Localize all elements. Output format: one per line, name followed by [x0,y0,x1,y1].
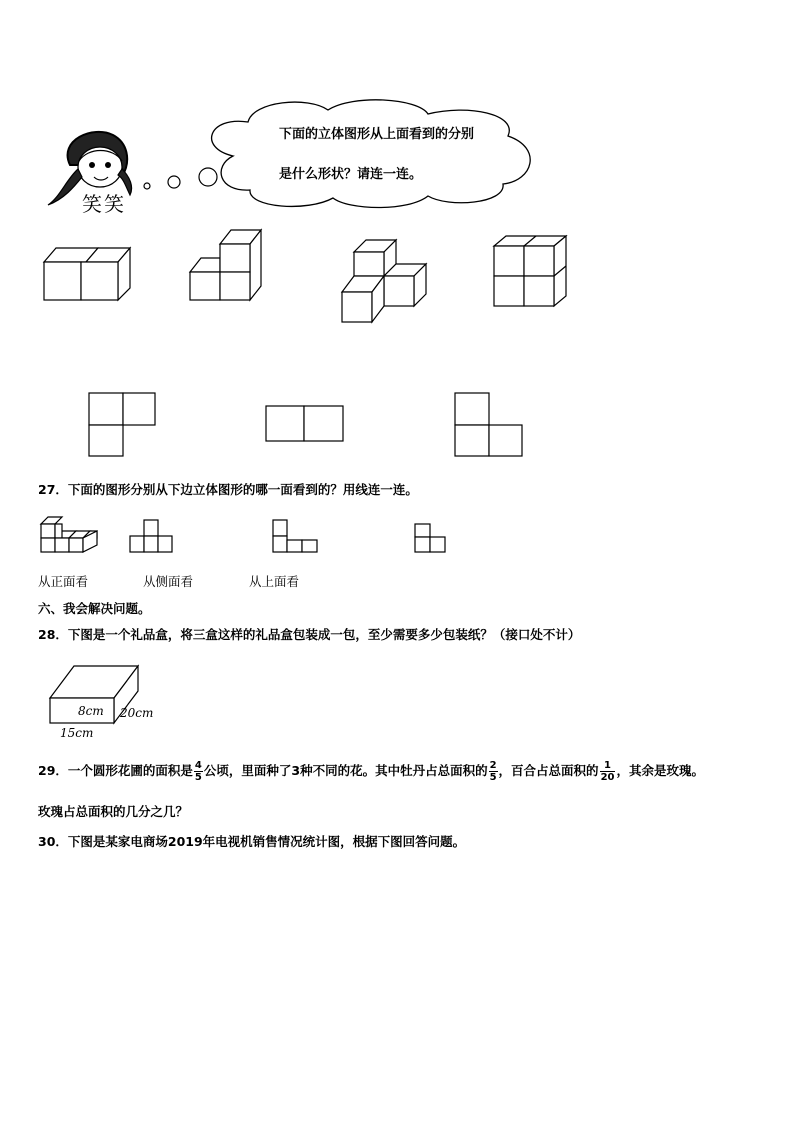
q27-view-1 [128,516,178,556]
view-label-top: 从上面看 [249,574,300,589]
view-label-front: 从正面看 [38,574,89,589]
view-shape-1 [86,390,166,460]
q29-text-part-4: ，其余是玫瑰。 [616,763,704,778]
question-30: 30．下图是某家电商场2019年电视机销售情况统计图，根据下图回答问题。 [38,834,466,849]
fraction-numerator: 4 [194,760,202,771]
fraction-two-fifths [489,760,498,783]
fraction-denominator: 5 [489,772,497,783]
bubble-line-2: 是什么形状？请连一连。 [279,167,423,182]
question-27: 27．下面的图形分别从下边立体图形的哪一面看到的？用线连一连。 [38,482,418,497]
question-29-line-2: 玫瑰占总面积的几分之几？ [38,804,189,819]
view-shape-2 [264,404,354,449]
question-28: 28．下图是一个礼品盒，将三盒这样的礼品盒包装成一包，至少需要多少包装纸？（接口处不计） [38,627,581,642]
fraction-denominator: 5 [194,772,202,783]
fraction-denominator: 20 [600,772,615,783]
solid-figure-3 [338,234,438,329]
section-title: 六、我会解决问题。 [38,601,151,616]
solid-figure-1 [40,240,140,310]
box-width-label: 20cm [120,706,154,720]
solid-figure-4 [490,232,590,312]
q27-view-2 [271,516,321,556]
q29-text-part-2: 公顷，里面种了3种不同的花。其中牡丹占总面积的 [203,763,488,778]
box-height-label: 8cm [78,704,104,718]
fraction-one-twentieth [600,760,616,783]
q29-text-part-3: ，百合占总面积的 [498,763,599,778]
q29-text-part-1: 29．一个圆形花圃的面积是 [38,763,193,778]
question-29-line-1 [38,760,704,783]
fraction-four-fifths [194,760,203,783]
box-length-label: 15cm [60,726,94,740]
view-shape-3 [452,390,532,460]
solid-figure-2 [186,226,286,306]
fraction-numerator: 1 [600,760,616,772]
character-name: 笑笑 [82,192,126,216]
bubble-line-1: 下面的立体图形从上面看到的分别 [279,127,475,142]
thought-bubble-icon [138,96,538,216]
q27-view-3 [412,516,452,556]
q27-solid-figure [38,512,108,557]
fraction-numerator: 2 [489,760,497,771]
view-label-side: 从侧面看 [143,574,194,589]
